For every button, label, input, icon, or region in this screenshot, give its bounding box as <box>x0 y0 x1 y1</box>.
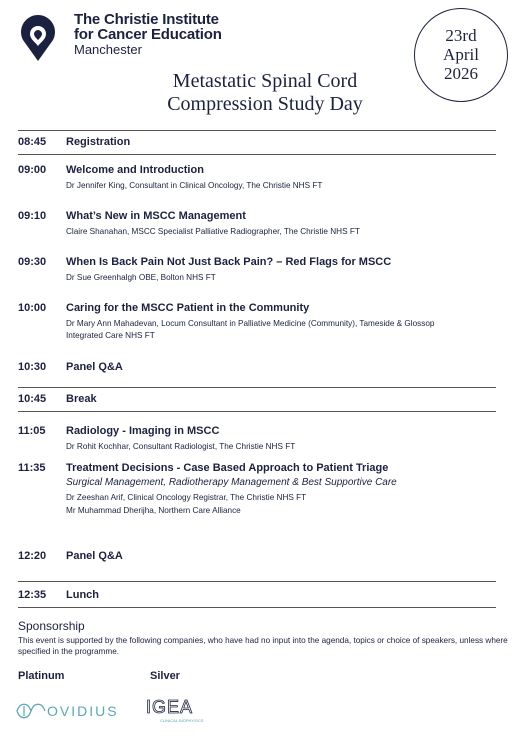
agenda-time: 10:00 <box>18 302 47 314</box>
agenda-time: 10:45 <box>18 393 47 405</box>
agenda-time: 08:45 <box>18 136 47 148</box>
sponsorship-text: This event is supported by the following companies, who have had no input into the agenda, topics or choice of speakers, unless where specified in the programme. <box>18 636 508 656</box>
page-title <box>120 70 410 116</box>
agenda-subtitle: Surgical Management, Radiotherapy Management & Best Supportive Care <box>66 477 397 488</box>
organisation-name <box>74 12 222 57</box>
platinum-label: Platinum <box>18 670 65 682</box>
ovidius-wordmark: OVIDIUS <box>47 703 119 719</box>
agenda-speaker: Claire Shanahan, MSCC Specialist Palliative Radiographer, The Christie NHS FT <box>66 227 360 236</box>
agenda-speaker: Dr Mary Ann Mahadevan, Locum Consultant in Palliative Medicine (Community), Tameside & Glossop <box>66 319 435 328</box>
divider <box>18 581 496 582</box>
agenda-title: Radiology - Imaging in MSCC <box>66 425 220 437</box>
agenda-time: 12:35 <box>18 589 47 601</box>
igea-wordmark: IGEA <box>146 697 194 717</box>
agenda-speaker: Dr Rohit Kochhar, Consultant Radiologist, The Christie NHS FT <box>66 442 296 451</box>
divider <box>18 411 496 412</box>
agenda-title: Lunch <box>66 589 99 601</box>
sponsorship-heading: Sponsorship <box>18 619 85 633</box>
org-line-1: The Christie Institute <box>74 11 219 28</box>
agenda-title: Registration <box>66 136 131 148</box>
agenda-title: Break <box>66 393 97 405</box>
agenda-title: Caring for the MSCC Patient in the Community <box>66 302 310 314</box>
ovidius-logo <box>14 696 124 726</box>
agenda-time: 09:30 <box>18 256 47 268</box>
christie-logo-icon <box>20 14 56 62</box>
agenda-time: 11:35 <box>18 462 46 474</box>
agenda-time: 09:10 <box>18 210 47 222</box>
agenda-speaker: Dr Zeeshan Arif, Clinical Oncology Registrar, The Christie NHS FT <box>66 493 307 502</box>
igea-logo <box>146 693 226 725</box>
divider <box>18 130 496 131</box>
agenda-speaker: Dr Jennifer King, Consultant in Clinical Oncology, The Christie NHS FT <box>66 181 323 190</box>
igea-subtext: CLINICAL BIOPHYSICS <box>160 718 204 723</box>
title-line-2: Compression Study Day <box>167 93 363 115</box>
agenda-time: 12:20 <box>18 550 47 562</box>
agenda-title: Panel Q&A <box>66 550 123 562</box>
agenda-title: What’s New in MSCC Management <box>66 210 246 222</box>
event-date-badge <box>414 8 508 102</box>
agenda-speaker: Dr Sue Greenhalgh OBE, Bolton NHS FT <box>66 273 216 282</box>
silver-label: Silver <box>150 670 180 682</box>
agenda-speaker: Mr Muhammad Dherijha, Northern Care Alliance <box>66 506 241 515</box>
title-line-1: Metastatic Spinal Cord <box>172 70 358 92</box>
agenda-time: 11:05 <box>18 425 46 437</box>
date-year: 2026 <box>444 64 478 83</box>
divider <box>18 154 496 155</box>
agenda-title: Treatment Decisions - Case Based Approach to Patient Triage <box>66 462 389 474</box>
agenda-title: When Is Back Pain Not Just Back Pain? – Red Flags for MSCC <box>66 256 392 268</box>
agenda-title: Panel Q&A <box>66 361 123 373</box>
divider <box>18 607 496 608</box>
ovidius-mark-icon <box>17 704 45 718</box>
agenda-time: 10:30 <box>18 361 47 373</box>
date-month: April <box>443 45 479 64</box>
divider <box>18 387 496 388</box>
org-line-3: Manchester <box>74 42 142 57</box>
agenda-time: 09:00 <box>18 164 47 176</box>
agenda-title: Welcome and Introduction <box>66 164 204 176</box>
date-day: 23rd <box>445 26 477 45</box>
agenda-speaker-cont: Integrated Care NHS FT <box>66 331 155 340</box>
org-line-2: for Cancer Education <box>74 26 222 43</box>
